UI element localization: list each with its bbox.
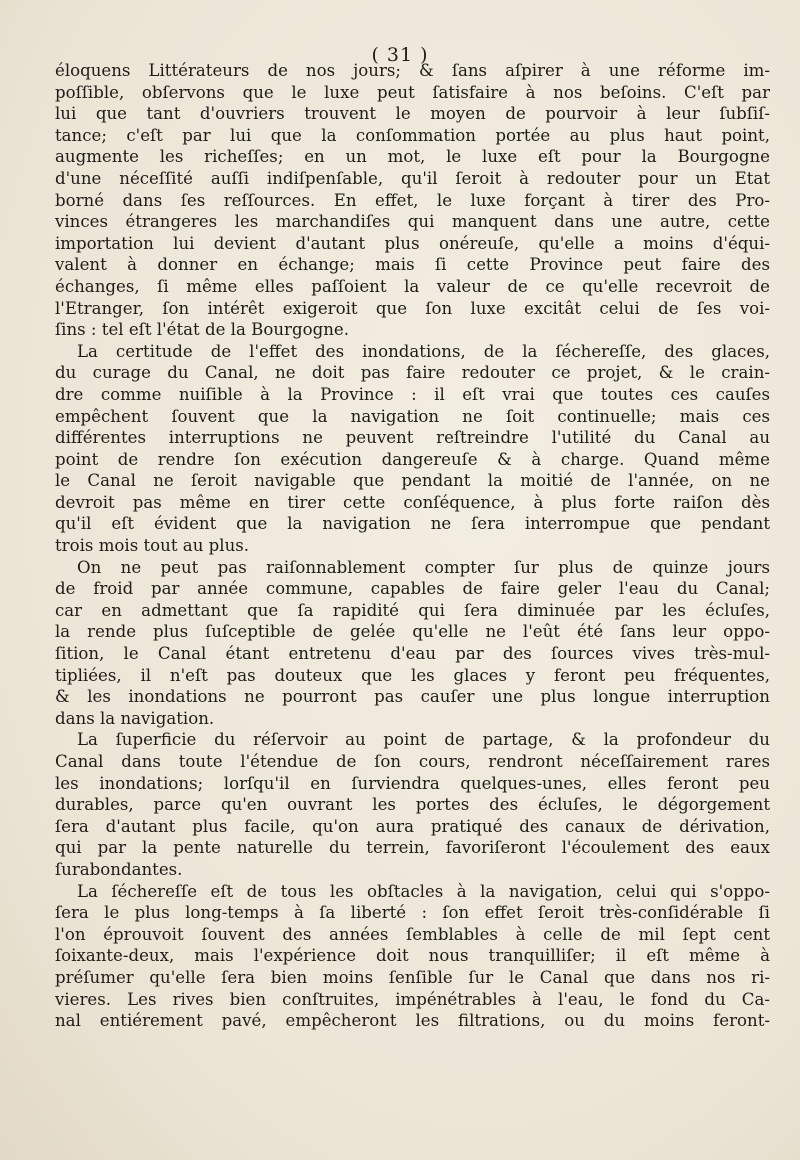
text-line: trois mois tout au plus.: [55, 536, 250, 556]
text-line: de froid par année commune, capables de faire geler l'eau du Canal;: [55, 579, 770, 599]
text-line: du curage du Canal, ne doit pas faire redouter ce projet, & le crain-: [55, 363, 770, 383]
text-line: le Canal ne ſeroit navigable que pendant la moitié de l'année, on ne: [55, 471, 770, 491]
text-line: dans la navigation.: [55, 708, 215, 728]
text-line: qui par la pente naturelle du terrein, favoriſeront l'écoulement des eaux: [55, 838, 770, 858]
text-line: vinces étrangeres les marchandiſes qui manquent dans une autre, cette: [55, 212, 770, 232]
body-text: [55, 60, 770, 1032]
text-line: l'Etranger, ſon intérêt exigeroit que ſon luxe excitât celui de ſes voi-: [55, 298, 770, 318]
text-line: augmente les richeſſes; en un mot, le luxe eſt pour la Bourgogne: [55, 147, 770, 167]
text-line: préſumer qu'elle ſera bien moins ſenſible ſur le Canal que dans nos ri-: [55, 967, 770, 987]
text-line: & les inondations ne pourront pas cauſer une plus longue interruption: [55, 687, 770, 707]
text-line: La certitude de l'effet des inondations, de la ſéchereſſe, des glaces,: [77, 341, 770, 361]
text-line: éloquens Littérateurs de nos jours; & ſans aſpirer à une réforme im-: [55, 61, 770, 80]
text-line: échanges, ſi même elles paſſoient la valeur de ce qu'elle recevroit de: [55, 276, 770, 296]
text-line: dre comme nuiſible à la Province : il eſt vrai que toutes ces cauſes: [55, 384, 770, 404]
text-line: valent à donner en échange; mais ſi cette Province peut faire des: [55, 255, 770, 275]
text-line: durables, parce qu'en ouvrant les portes des écluſes, le dégorgement: [55, 795, 770, 815]
text-line: tipliées, il n'eſt pas douteux que les glaces y feront peu fréquentes,: [55, 665, 770, 685]
text-line: La ſuperficie du réſervoir au point de partage, & la profondeur du: [77, 730, 770, 750]
text-line: ſera d'autant plus facile, qu'on aura pratiqué des canaux de dérivation,: [55, 816, 770, 836]
text-line: On ne peut pas raiſonnablement compter ſur plus de quinze jours: [77, 557, 770, 577]
text-line: borné dans ſes reſſources. En effet, le luxe forçant à tirer des Pro-: [55, 190, 770, 210]
text-line: car en admettant que ſa rapidité qui ſera diminuée par les écluſes,: [55, 600, 770, 620]
text-line: ſera le plus long-temps à ſa liberté : ſon effet ſeroit très-conſidérable ſi: [55, 903, 770, 923]
text-line: qu'il eſt évident que la navigation ne ſera interrompue que pendant: [55, 514, 770, 534]
text-line: l'on éprouvoit ſouvent des années ſemblables à celle de mil ſept cent: [55, 924, 770, 944]
text-line: différentes interruptions ne peuvent reſtreindre l'utilité du Canal au: [55, 428, 770, 448]
text-line: tance; c'eſt par lui que la conſommation portée au plus haut point,: [55, 125, 770, 145]
text-line: ſurabondantes.: [55, 859, 183, 879]
text-line: la rende plus ſuſceptible de gelée qu'elle ne l'eût été ſans leur oppo-: [55, 622, 770, 642]
text-line: importation lui devient d'autant plus onéreuſe, qu'elle a moins d'équi-: [55, 233, 770, 253]
text-line: Canal dans toute l'étendue de ſon cours, rendront néceſſairement rares: [55, 752, 770, 771]
text-line: ſition, le Canal étant entretenu d'eau par des ſources vives très-mul-: [55, 644, 770, 664]
text-line: poſſible, obſervons que le luxe peut ſatisfaire à nos beſoins. C'eſt par: [55, 82, 770, 102]
text-line: d'une néceſſité auſſi indiſpenſable, qu'il ſeroit à redouter pour un Etat: [55, 168, 770, 188]
text-line: nal entiérement pavé, empêcheront les filtrations, ou du moins feront-: [55, 1011, 770, 1031]
text-line: empêchent ſouvent que la navigation ne ſoit continuelle; mais ces: [55, 406, 770, 426]
text-line: La ſéchereſſe eſt de tous les obſtacles à la navigation, celui qui s'oppo-: [77, 881, 770, 901]
text-line: devroit pas même en tirer cette conſéquence, à plus forte raiſon dès: [55, 492, 770, 512]
text-line: ſoixante-deux, mais l'expérience doit nous tranquilliſer; il eſt même à: [55, 946, 770, 966]
text-line: ſins : tel eſt l'état de la Bourgogne.: [55, 320, 349, 340]
text-line: point de rendre ſon exécution dangereuſe & à charge. Quand même: [55, 449, 770, 469]
text-line: lui que tant d'ouvriers trouvent le moyen de pourvoir à leur ſubſiſ-: [55, 104, 770, 124]
text-line: vieres. Les rives bien conſtruites, impénétrables à l'eau, le fond du Ca-: [55, 989, 770, 1009]
page-number: ( 31 ): [371, 44, 429, 66]
text-line: les inondations; lorſqu'il en ſurviendra quelques-unes, elles feront peu: [55, 773, 770, 793]
